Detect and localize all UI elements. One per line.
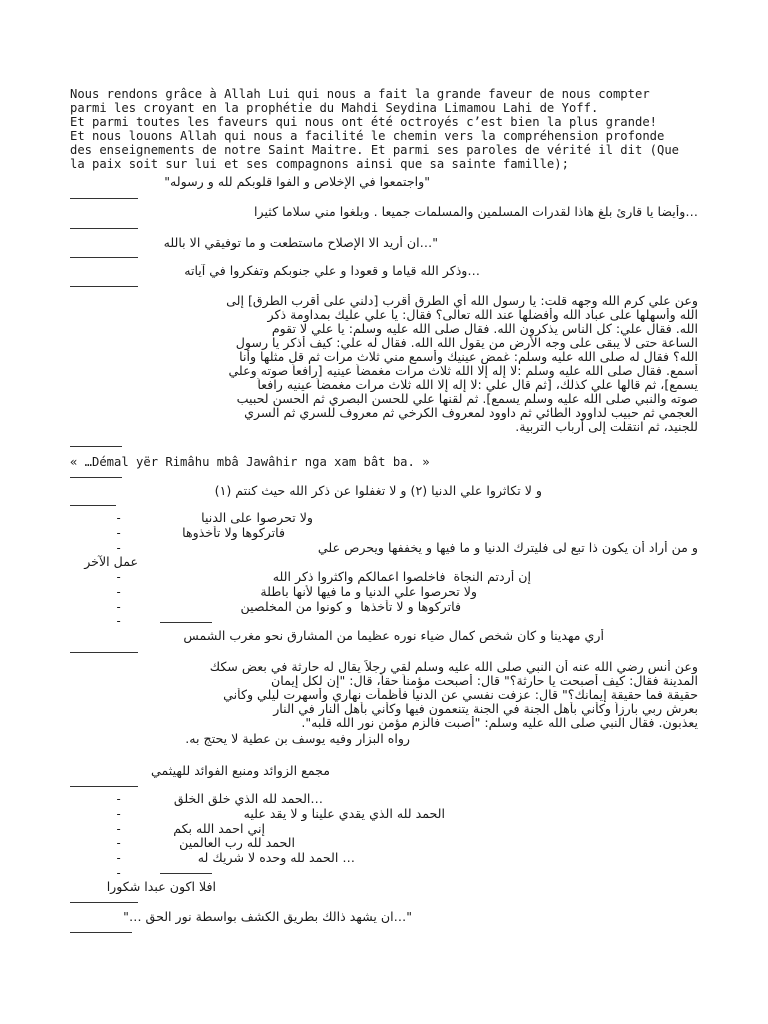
divider: [70, 257, 138, 258]
intro-line: Et parmi toutes les faveurs qui nous ont été octroyés c’est bien la plus grande!: [70, 115, 657, 129]
list-item: ولا تحرصوا على الدنيا: [201, 511, 313, 525]
divider: [70, 477, 122, 478]
divider: [70, 902, 138, 903]
quote-line: "…ان أريد الا الإصلاح ماستطعت و ما توفيقي الا بالله: [163, 236, 438, 250]
hadith-line: يسمع]، ثم قالها علي كذلك، [ثم قال علي :لا إله إلا الله ثلاث مرات مغمضاً عينيه رافعاً: [257, 378, 698, 392]
hadith-line: وعن علي كرم الله وجهه قلت: يا رسول الله أي الطرق أقرب [دلني على أقرب الطرق] إلى: [226, 294, 698, 308]
divider: [70, 652, 138, 653]
hadith-line: الله؟ فقال له صلى الله عليه وسلم: غمض عينيك وأسمع مني ثلاث مرات ثم قل مثلها وأنا: [239, 350, 698, 364]
list-dash: -: [115, 792, 123, 806]
quote-line: و لا تكاثروا علي الدنيا (٢) و لا تغفلوا عن ذكر الله حيث كنتم (١): [214, 484, 542, 498]
list-item: فاتركوها ولا تأخذوها: [182, 526, 285, 540]
quote-line: "واجتمعوا في الإخلاص و الفوا قلوبكم لله و رسوله": [164, 175, 430, 189]
wolof-quote: « …Démal yër Rimâhu mbâ Jawâhir nga xam bât ba. »: [70, 455, 430, 469]
intro-line: la paix soit sur lui et ses compagnons ainsi que sa sainte famille);: [70, 157, 569, 171]
divider: [70, 505, 116, 506]
divider: [70, 786, 138, 787]
list-item: …الحمد لله الذي خلق الخلق: [173, 792, 323, 806]
list-item: إن أردتم النجاة فاخلصوا اعمالكم واكثروا ذكر الله: [272, 570, 531, 584]
hadith-line: حقيقة فما حقيقة إيمانك؟" قال: عزفت نفسي عن الدنيا فأظمأت نهاري وأسهرت ليلي وكأني: [223, 688, 698, 702]
list-dash: -: [115, 511, 123, 525]
list-dash: -: [115, 600, 123, 614]
source-line: مجمع الزوائد ومنبع الفوائد للهيثمي: [151, 764, 330, 778]
quote-line: افلا اكون عبدا شكورا: [106, 880, 216, 894]
quote-line: …وذكر الله قياما و قعودا و علي جنوبكم وتفكروا في آياته: [184, 264, 480, 278]
list-item: إني احمد الله بكم: [173, 822, 265, 836]
divider: [160, 873, 212, 874]
list-dash: -: [115, 822, 123, 836]
list-dash: -: [115, 851, 123, 865]
hadith-line: يعذبون. فقال النبي صلى الله عليه وسلم: "أصبت فالزم مؤمن نور الله قلبه".: [301, 716, 698, 730]
hadith-line: أسمع. فقال صلى الله عليه وسلم :لا إله إلا الله ثلاث مرات مغمضاً عينيه [رافعاً صوته وعلي: [228, 364, 698, 378]
list-item: ولا تحرصوا علي الدنيا و ما فيها لأنها باطلة: [260, 585, 477, 599]
hadith-line: صوته والنبي صلى الله عليه وسلم يسمع]. ثم لقنها علي للحسن البصري ثم الحسن لحبيب: [236, 392, 698, 406]
intro-line: Et nous louons Allah qui nous a facilité le chemin vers la compréhension profonde: [70, 129, 665, 143]
list-dash: -: [115, 585, 123, 599]
intro-line: des enseignements de notre Saint Maitre. Et parmi ses paroles de vérité il dit (Que: [70, 143, 680, 157]
list-dash: -: [115, 614, 123, 628]
hadith-line: بعرش ربي بارزاً وكأني بأهل الجنة في الجنة يتنعمون فيها وكأني بأهل النار في النار: [273, 702, 698, 716]
list-item: و من أراد أن يكون ذا تبع لى فليترك الدنيا و ما فيها و يخففها ويحرص علي: [317, 541, 698, 555]
divider: [70, 228, 138, 229]
list-dash: -: [115, 541, 123, 555]
hadith-line: وعن أنس رضي الله عنه أن النبي صلى الله عليه وسلم لقي رجلاً يقال له حارثة في بعض سكك: [209, 660, 698, 674]
list-item-wrap: عمل الآخر: [84, 555, 138, 569]
quote-line: أري مهدينا و كان شخص كمال ضياء نوره عظيما من المشارق نحو مغرب الشمس: [183, 629, 604, 643]
divider: [70, 286, 138, 287]
list-dash: -: [115, 807, 123, 821]
divider: [70, 932, 132, 933]
quote-line: "…ان يشهد ذالك بطريق الكشف بواسطة نور الحق …": [123, 910, 412, 924]
list-dash: -: [115, 570, 123, 584]
divider: [70, 198, 138, 199]
list-dash: -: [115, 836, 123, 850]
hadith-line: المدينة فقال: كيف أصبحت يا حارثة؟" قال: أصبحت مؤمناً حقاً، قال: "إن لكل إيمان: [271, 674, 698, 688]
list-dash: -: [115, 526, 123, 540]
list-item: الحمد لله رب العالمين: [179, 836, 295, 850]
hadith-line: العجمي ثم حبيب لداوود الطائي ثم داوود لمعروف الكرخي ثم معروف للسري ثم السري: [244, 406, 698, 420]
list-item: … الحمد لله وحده لا شريك له: [197, 851, 355, 865]
hadith-line: رواه البزار وفيه يوسف بن عطية لا يحتج به.: [185, 732, 410, 746]
list-dash: -: [115, 866, 123, 880]
hadith-line: الساعة حتى لا يبقى على وجه الأرض من يقول الله الله. فقال له علي: كيف أذكر يا رسول: [235, 336, 698, 350]
hadith-line: للجنيد، ثم انتقلت إلى أرباب التربية.: [515, 420, 698, 434]
hadith-line: الله. فقال علي: كل الناس يذكرون الله. فقال صلى الله عليه وسلم: يا علي لا تقوم: [271, 322, 698, 336]
list-item: الحمد لله الذي يقدي علينا و لا يقد عليه: [243, 807, 445, 821]
divider: [160, 622, 212, 623]
intro-line: Nous rendons grâce à Allah Lui qui nous a fait la grande faveur de nous compter: [70, 87, 650, 101]
hadith-line: الله وأسهلها على عباد الله وأفضلها عند الله تعالى؟ فقال: يا علي عليك بمداومة ذكر: [267, 308, 698, 322]
divider: [70, 446, 122, 447]
list-item: فاتركوها و لا تأخذها و كونوا من المخلصين: [240, 600, 461, 614]
intro-line: parmi les croyant en la prophétie du Mahdi Seydina Limamou Lahi de Yoff.: [70, 101, 599, 115]
quote-line: …وأيضا يا قارئ بلغ هاذا لقدرات المسلمين والمسلمات جميعا . وبلغوا مني سلاما كثيرا: [254, 205, 698, 219]
